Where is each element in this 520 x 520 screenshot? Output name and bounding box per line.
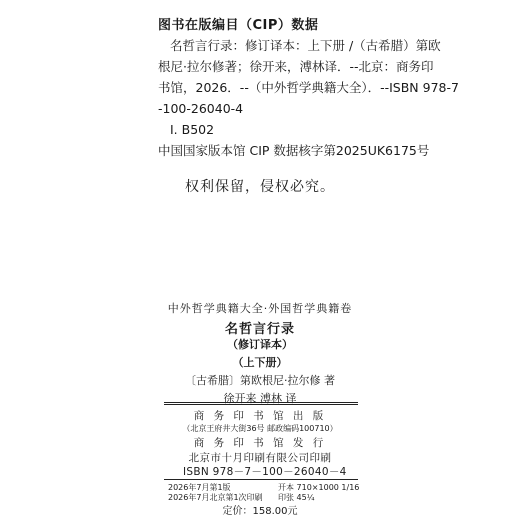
cip-classification: Ⅰ. B502 [170,122,215,137]
bottom-rule [164,479,358,480]
rights-notice: 权利保留，侵权必究。 [185,179,335,195]
series-name: 中外哲学典籍大全·外国哲学典籍卷 [167,302,353,315]
price: 定价：158.00元 [222,506,298,517]
print-sheets: 印张 45¼ [278,493,315,502]
edition-note: （修订译本） [227,338,293,351]
top-rule [164,402,358,403]
cip-line-1: 名哲言行录：修订译本：上下册 /（古希腊）第欧 [170,38,441,53]
cip-record-number: 中国国家版本馆 CIP 数据核字第2025UK6175号 [158,143,430,158]
volume-note: （上下册） [232,356,288,369]
distributor-line: 商 务 印 书 馆 发 行 [193,437,327,449]
top-rule-double [164,404,358,405]
cip-line-4: -100-26040-4 [158,101,244,116]
translator-line: 徐开来 溥林 译 [223,392,297,405]
isbn-line: ISBN 978－7－100－26040－4 [183,466,347,478]
cip-line-3: 书馆，2026．--（中外哲学典籍大全）．--ISBN 978-7 [158,80,459,95]
cip-heading: 图书在版编目（CIP）数据 [158,18,319,33]
publisher-line: 商 务 印 书 馆 出 版 [193,410,327,422]
publisher-address: （北京王府井大街36号 邮政编码100710） [182,424,338,433]
print-date: 2026年7月北京第1次印刷 [168,493,263,502]
author-line: 〔古希腊〕第欧根尼·拉尔修 著 [185,374,335,387]
book-title: 名哲言行录 [224,322,295,337]
book-format: 开本 710×1000 1/16 [278,483,360,492]
cip-line-2: 根尼·拉尔修著；徐开来，溥林译．--北京：商务印 [158,59,434,74]
edition-date: 2026年7月第1版 [168,483,231,492]
printer-line: 北京市十月印刷有限公司印刷 [188,452,332,464]
